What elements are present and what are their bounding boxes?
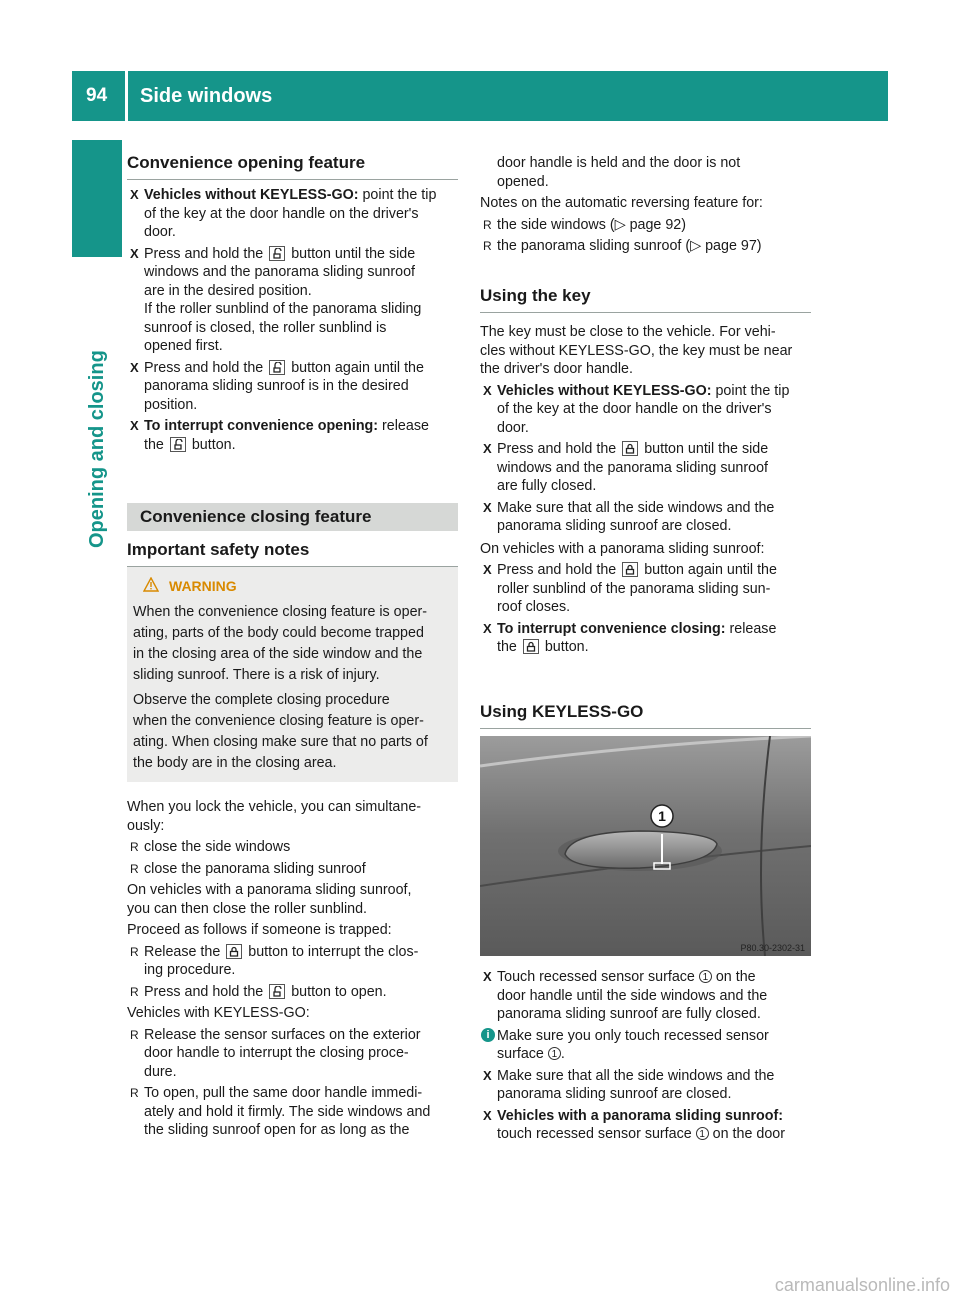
lock-icon (622, 562, 638, 577)
unlock-icon (269, 984, 285, 999)
page-number: 94 (86, 85, 108, 106)
unlock-icon (170, 437, 186, 452)
lock-icon (523, 639, 539, 654)
unlock-icon (269, 360, 285, 375)
list-item: R Press and hold the button to open. (130, 983, 387, 1000)
step-item: X Make sure that all the side windows and the panorama sliding sunroof are closed. (483, 1067, 775, 1102)
step-item: X Vehicles with a panorama sliding sunroof: touch recessed sensor surface 1 on the door (483, 1107, 786, 1142)
warning-text: When the convenience closing feature is oper- ating, parts of the body could become trapped in the closing area of the side window and the sliding sunroof. There is a risk of injury. Observe the complete closing procedure when the convenience closing feature is oper- ating. When closing make sure that no parts of the body are in the closing area. (133, 603, 428, 771)
chapter-tab (72, 140, 122, 257)
step-item: X Touch recessed sensor surface 1 on the door handle until the side windows and the panorama sliding sunroof are fully closed. (483, 969, 768, 1022)
lock-icon (226, 944, 242, 959)
door-handle-photo (480, 736, 811, 956)
photo-callout: 1 (658, 808, 666, 824)
list-item: R Release the button to interrupt the clos- ing procedure. (130, 943, 419, 978)
warning-title: WARNING (169, 578, 237, 594)
opening-steps (127, 186, 458, 454)
list-item: R close the panorama sliding sunroof (130, 860, 366, 877)
lock-icon (622, 441, 638, 456)
step-item: X To interrupt convenience closing: release the button. (483, 620, 777, 655)
header-divider (125, 71, 128, 121)
section-title: Side windows (140, 85, 273, 107)
list-item: R the panorama sliding sunroof (▷ page 97) (483, 238, 762, 254)
chapter-label: Opening and closing (86, 350, 108, 548)
warning-box (127, 567, 458, 782)
unlock-icon (269, 246, 285, 261)
list-item: R To open, pull the same door handle immedi- ately and hold it firmly. The side windows and the sliding sunroof open for as long as the (130, 1085, 431, 1138)
heading-using-key: Using the key (480, 286, 811, 313)
step-item: X Press and hold the button again until the panorama sliding sunroof is in the desired position. (130, 359, 424, 413)
callout-marker: 1 (548, 1047, 561, 1060)
step-item: X Make sure that all the side windows and the panorama sliding sunroof are closed. (483, 499, 775, 534)
page-header (72, 71, 888, 121)
list-item: R close the side windows (130, 839, 291, 855)
list-item: R Release the sensor surfaces on the exterior door handle to interrupt the closing proce- dure. (130, 1026, 421, 1080)
info-note: i Make sure you only touch recessed sensor surface 1 . (480, 1027, 811, 1064)
heading-convenience-opening: Convenience opening feature (127, 153, 458, 180)
step-item: X Press and hold the button again until the roller sunblind of the panorama sliding sun- roof closes. (483, 562, 777, 615)
warning-icon (143, 577, 159, 592)
watermark: carmanualsonline.info (774, 1275, 950, 1295)
step-item: X Press and hold the button until the side windows and the panorama sliding sunroof are fully closed. (483, 441, 769, 494)
step-item: X Vehicles without KEYLESS-GO: point the tip of the key at the door handle on the driver's door. (130, 187, 437, 240)
callout-marker: 1 (699, 970, 712, 983)
closing-body: When you lock the vehicle, you can simultane- ously: R close the side windows R close the panorama sliding sunroof On vehicles with a panorama sliding sunroof, you can then close the roller sunblind. Proceed as follows if someone is trapped: R Release the button to interrupt the clos- ing procedure. R Press and hold the button to open. Vehicles with KEYLESS-GO: R Release the sensor surfaces on the exterior door handle to interrupt the closing proce- dure. R To open, pull the same door handle immedi- ately and hold it firmly. The side windows and the sliding sunroof open for as long as the (127, 798, 458, 1140)
heading-using-keyless-go: Using KEYLESS-GO (480, 702, 811, 729)
list-item: R the side windows (▷ page 92) (483, 216, 687, 233)
continuation-text: door handle is held and the door is not opened. Notes on the automatic reversing feature for: R the side windows (▷ page 92) R the panorama sliding sunroof (▷ page 97) (480, 154, 811, 256)
keyless-go-steps (480, 968, 811, 1144)
step-item: X To interrupt convenience opening: release the button. (130, 418, 429, 453)
info-icon: i (481, 1028, 495, 1042)
step-item: X Vehicles without KEYLESS-GO: point the tip of the key at the door handle on the driver's door. (483, 382, 790, 436)
photo-code: P80.30-2302-31 (740, 943, 805, 953)
heading-safety-notes: Important safety notes (127, 540, 458, 567)
heading-convenience-closing: Convenience closing feature (127, 503, 458, 531)
step-item: X Press and hold the button until the side windows and the panorama sliding sunroof are in the desired position. If the roller sunblind of the panorama sliding sunroof is closed, the roller sunblind is opened first. (130, 245, 422, 354)
callout-marker: 1 (696, 1127, 709, 1140)
using-key-body: The key must be close to the vehicle. For vehi- cles without KEYLESS-GO, the key must be near the driver's door handle. X Vehicles without KEYLESS-GO: point the tip of the key at the door handle on the driver's door. X Press and hold the button until the side windows and the panorama sliding sunroof are fully closed. X Make sure that all the side windows and the panorama sliding sunroof are closed. On vehicles with a panorama sliding sunroof: X Press and hold the button again until the roller sunblind of the panorama sliding sun- roof closes. X To interrupt convenience closing: release the button. (480, 323, 811, 657)
